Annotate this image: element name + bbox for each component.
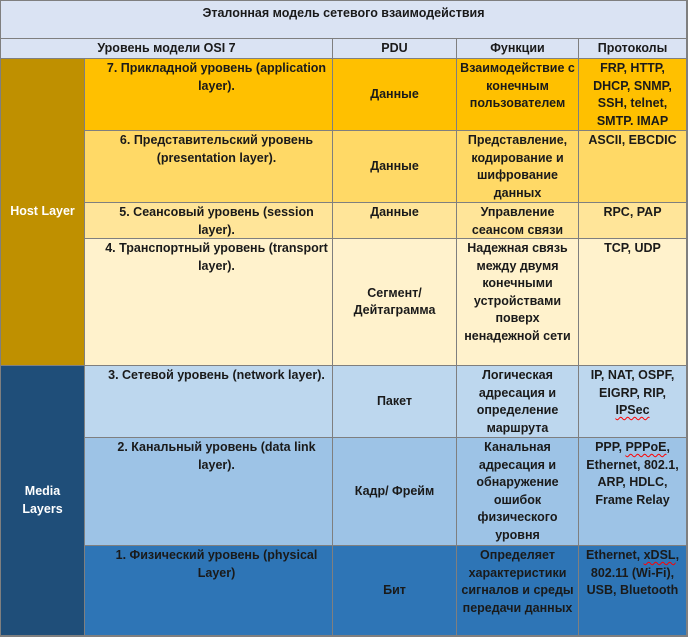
header-level: Уровень модели OSI 7	[1, 39, 333, 59]
row-2-pdu-text: Кадр/ Фрейм	[354, 483, 435, 498]
row-2-protocols-text-b: , Ethernet, 802.1, ARP, HDLC, Frame Relay	[586, 440, 679, 507]
row-6-functions: Представление, кодирование и шифрование данных	[457, 131, 579, 203]
row-3-protocols	[579, 366, 687, 438]
row-1-pdu-text: Бит	[383, 582, 406, 597]
row-1-level: 1. Физический уровень (physical Layer)	[85, 546, 333, 636]
row-7-protocols: FRP, HTTP, DHCP, SNMP, SSH, telnet, SMTP. IMAP	[579, 59, 687, 131]
row-4-pdu	[333, 239, 457, 366]
row-6-pdu-text: Данные	[370, 158, 419, 173]
row-2-protocols-text-a: PPP,	[595, 440, 626, 454]
row-1-protocols-text-b: , 802.11 (Wi-Fi), USB, Bluetooth	[586, 548, 680, 597]
group-media-layers	[1, 366, 85, 636]
row-4-functions: Надежная связь между двумя конечными устройствами поверх ненадежной сети	[457, 239, 579, 366]
row-5-functions: Управление сеансом связи	[457, 203, 579, 239]
row-7-functions: Взаимодействие с конечным пользователем	[457, 59, 579, 131]
row-2-protocols-pppoe: PPPoE	[625, 440, 667, 454]
row-5-pdu-text: Данные	[370, 205, 419, 219]
row-1-functions: Определяет характеристики сигналов и среды передачи данных	[457, 546, 579, 636]
row-6-protocols: ASCII, EBCDIC	[579, 131, 687, 203]
row-7-pdu-text: Данные	[370, 86, 419, 101]
row-5-pdu	[333, 203, 457, 239]
row-7-pdu	[333, 59, 457, 131]
row-5-protocols: RPC, PAP	[579, 203, 687, 239]
header-functions: Функции	[457, 39, 579, 59]
row-1-pdu	[333, 546, 457, 636]
table-title: Эталонная модель сетевого взаимодействия	[1, 1, 687, 39]
row-3-protocols-text: IP, NAT, OSPF, EIGRP, RIP,	[590, 368, 675, 400]
row-3-level: 3. Сетевой уровень (network layer).	[85, 366, 333, 438]
group-media-label: Media Layers	[22, 484, 63, 516]
header-protocols: Протоколы	[579, 39, 687, 59]
row-6-pdu	[333, 131, 457, 203]
row-7-level: 7. Прикладной уровень (application layer).	[85, 59, 333, 131]
row-1-protocols-xdsl: xDSL	[643, 548, 676, 562]
row-2-protocols	[579, 438, 687, 546]
header-pdu: PDU	[333, 39, 457, 59]
row-2-pdu	[333, 438, 457, 546]
row-5-level: 5. Сеансовый уровень (session layer).	[85, 203, 333, 239]
row-3-functions: Логическая адресация и определение маршрута	[457, 366, 579, 438]
row-4-pdu-text: Сегмент/ Дейтаграмма	[353, 285, 436, 317]
row-2-functions: Канальная адресация и обнаружение ошибок физического уровня	[457, 438, 579, 546]
row-2-level: 2. Канальный уровень (data link layer).	[85, 438, 333, 546]
row-1-protocols	[579, 546, 687, 636]
group-host-layer	[1, 59, 85, 366]
row-4-level: 4. Транспортный уровень (transport layer).	[85, 239, 333, 366]
row-3-pdu-text: Пакет	[376, 393, 413, 408]
row-1-protocols-text-a: Ethernet,	[585, 548, 644, 562]
row-4-protocols: TCP, UDP	[579, 239, 687, 366]
row-3-pdu	[333, 366, 457, 438]
row-6-level: 6. Представительский уровень (presentation layer).	[85, 131, 333, 203]
group-host-label: Host Layer	[10, 204, 75, 219]
row-3-protocols-ipsec: IPSec	[615, 403, 650, 417]
